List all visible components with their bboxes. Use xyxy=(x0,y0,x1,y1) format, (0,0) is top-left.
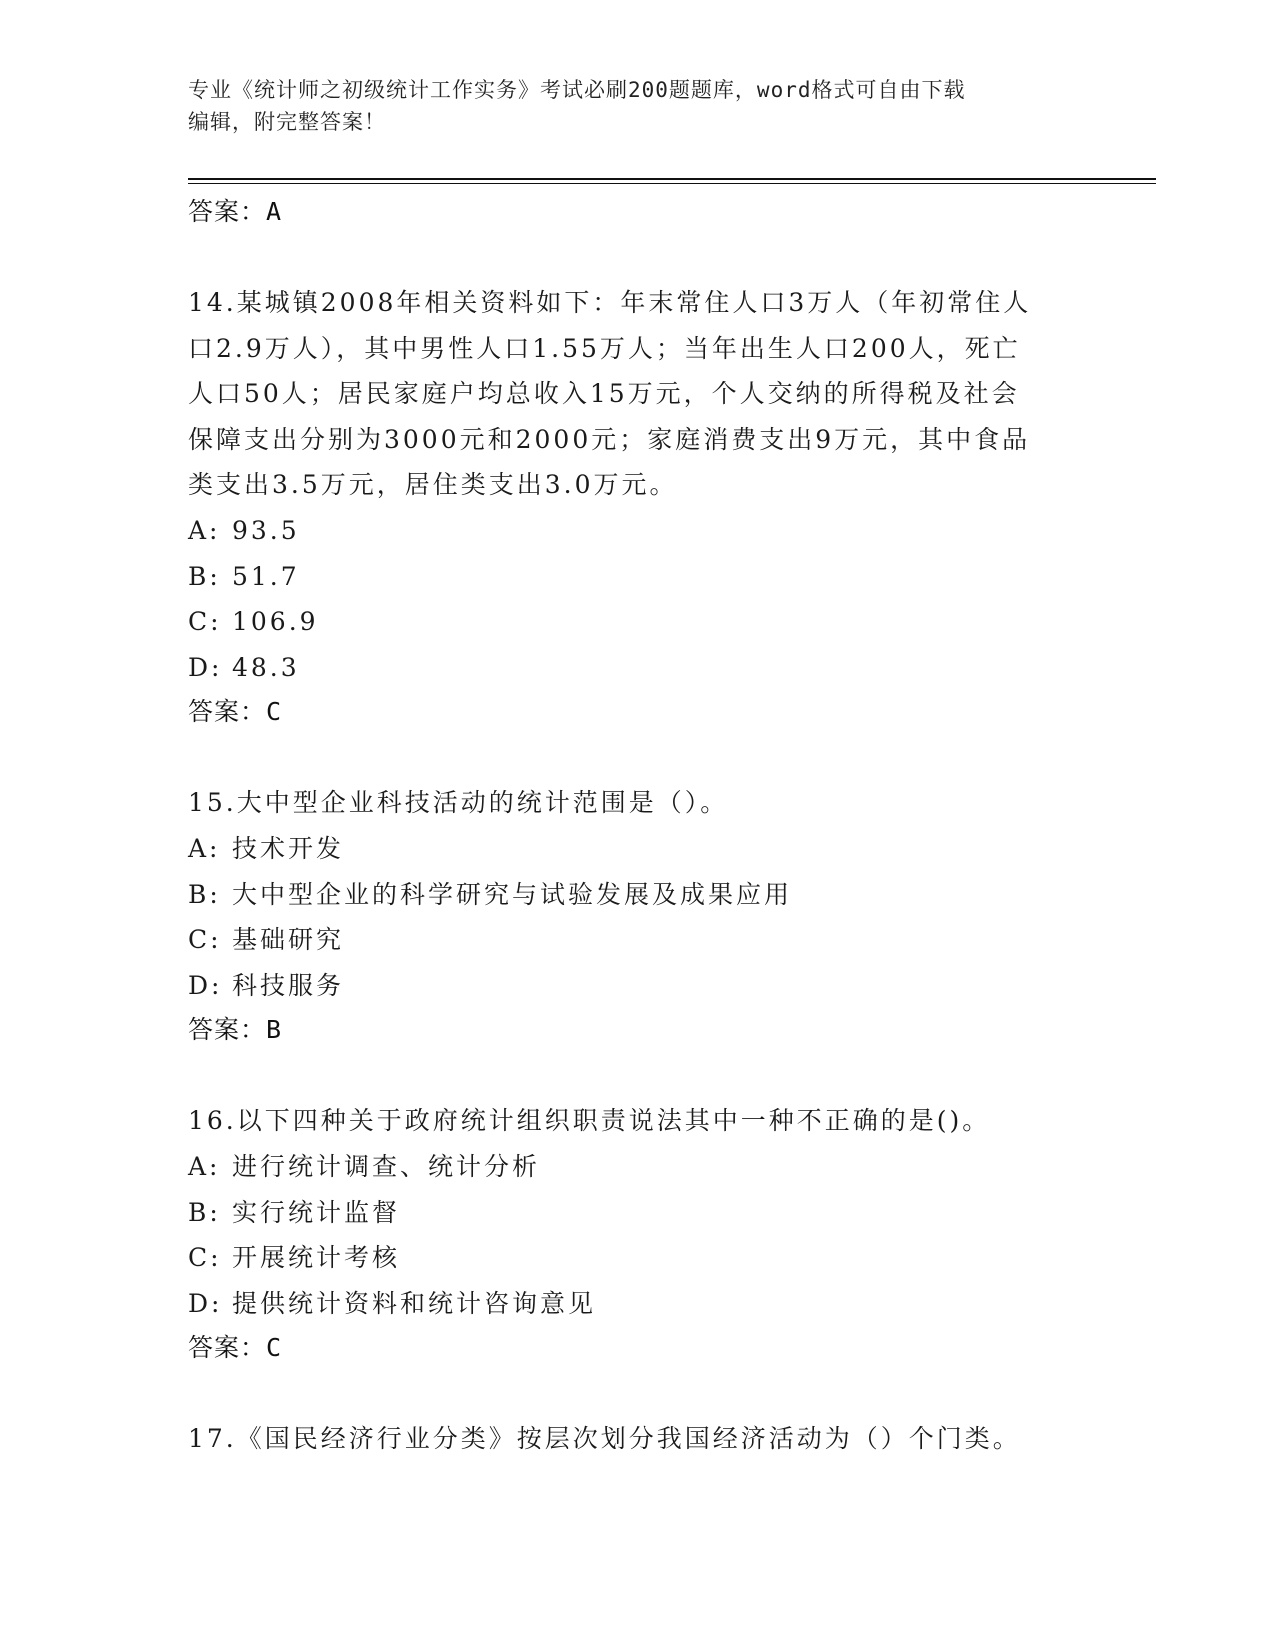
header-line-2: 编辑，附完整答案！ xyxy=(188,110,386,134)
option-a xyxy=(188,508,1088,554)
document-header xyxy=(188,74,1068,138)
option-text: 93.5 xyxy=(232,515,300,545)
option-letter: B: xyxy=(188,1197,221,1227)
option-text: 提供统计资料和统计咨询意见 xyxy=(232,1288,597,1318)
option-text: 开展统计考核 xyxy=(232,1243,401,1273)
option-text: 106.9 xyxy=(232,607,319,637)
option-letter: D: xyxy=(188,1288,223,1318)
question-17 xyxy=(188,1416,1088,1462)
question-14 xyxy=(188,280,1088,734)
option-letter: B: xyxy=(188,879,221,909)
option-c xyxy=(188,599,1088,645)
option-letter: D: xyxy=(188,652,223,682)
option-letter: A: xyxy=(188,833,221,863)
header-divider-thin xyxy=(188,183,1156,184)
option-text: 实行统计监督 xyxy=(232,1197,401,1227)
option-letter: C: xyxy=(188,1243,222,1273)
option-text: 科技服务 xyxy=(232,970,345,1000)
option-text: 51.7 xyxy=(232,561,300,591)
question-line: 16.以下四种关于政府统计组织职责说法其中一种不正确的是()。 xyxy=(188,1106,991,1136)
answer-previous: 答案：A xyxy=(188,197,283,226)
option-b xyxy=(188,554,1088,600)
option-text: 技术开发 xyxy=(232,833,345,863)
option-letter: C: xyxy=(188,925,222,955)
option-text: 48.3 xyxy=(232,652,300,682)
option-c xyxy=(188,917,1088,963)
question-line: 17.《国民经济行业分类》按层次划分我国经济活动为（）个门类。 xyxy=(188,1424,1021,1454)
question-text xyxy=(188,1416,1088,1462)
document-body xyxy=(188,190,1088,1462)
question-line: 14.某城镇2008年相关资料如下：年末常住人口3万人（年初常住人 xyxy=(188,288,1032,317)
answer-14: 答案：C xyxy=(188,697,283,727)
question-line: 类支出3.5万元，居住类支出3.0万元。 xyxy=(188,470,678,500)
option-text: 大中型企业的科学研究与试验发展及成果应用 xyxy=(232,879,793,909)
option-letter: B: xyxy=(188,561,221,591)
option-text: 基础研究 xyxy=(232,925,345,955)
option-d xyxy=(188,645,1088,691)
answer-15: 答案：B xyxy=(188,1015,283,1045)
option-letter: C: xyxy=(188,607,222,637)
answer-16: 答案：C xyxy=(188,1333,283,1363)
option-letter: D: xyxy=(188,970,223,1000)
header-line-1: 专业《统计师之初级统计工作实务》考试必刷200题题库，word格式可自由下载 xyxy=(188,78,966,102)
question-line: 15.大中型企业科技活动的统计范围是（）。 xyxy=(188,788,729,818)
option-d xyxy=(188,963,1088,1009)
question-text xyxy=(188,280,1088,508)
question-16 xyxy=(188,1098,1088,1370)
header-divider xyxy=(188,178,1156,180)
question-text xyxy=(188,1098,1088,1144)
question-15 xyxy=(188,780,1088,1052)
option-a xyxy=(188,1144,1088,1190)
question-text xyxy=(188,780,1088,826)
option-letter: A: xyxy=(188,1151,221,1181)
option-c xyxy=(188,1235,1088,1281)
question-line: 保障支出分别为3000元和2000元；家庭消费支出9万元，其中食品 xyxy=(188,424,1031,454)
option-letter: A: xyxy=(188,515,221,545)
option-d xyxy=(188,1281,1088,1327)
option-b xyxy=(188,1190,1088,1236)
question-line: 人口50人；居民家庭户均总收入15万元，个人交纳的所得税及社会 xyxy=(188,379,1020,409)
question-line: 口2.9万人），其中男性人口1.55万人；当年出生人口200人，死亡 xyxy=(188,333,1021,363)
option-b xyxy=(188,872,1088,918)
option-a xyxy=(188,826,1088,872)
option-text: 进行统计调查、统计分析 xyxy=(232,1151,541,1181)
